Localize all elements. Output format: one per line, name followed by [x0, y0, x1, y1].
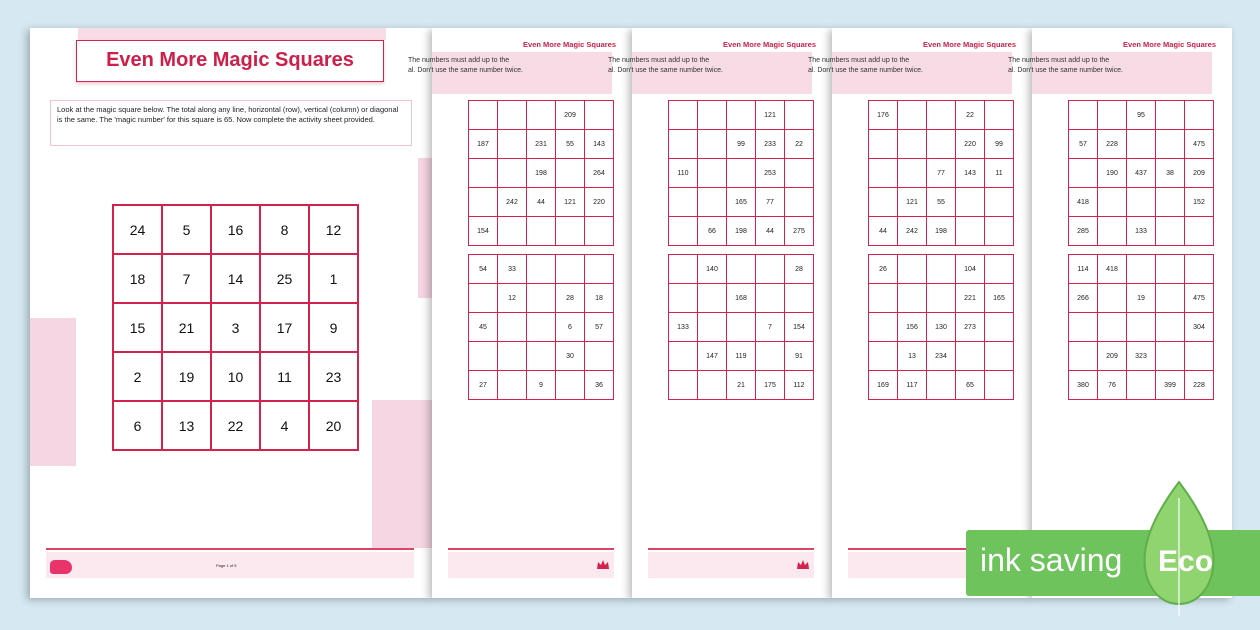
magic-square-cell: 5 — [163, 206, 210, 253]
footer-line — [648, 548, 814, 550]
magic-square-cell: 65 — [956, 371, 984, 399]
magic-square-cell[interactable] — [1156, 188, 1184, 216]
magic-square-cell: 220 — [956, 130, 984, 158]
magic-square-cell: 418 — [1069, 188, 1097, 216]
worksheet-instructions — [1008, 52, 1212, 94]
magic-square-cell: 154 — [469, 217, 497, 245]
instruction-line-1: The numbers must add up to the — [808, 57, 910, 64]
magic-square-cell: 168 — [727, 284, 755, 312]
magic-square-cell: 133 — [1127, 217, 1155, 245]
magic-square-cell: 176 — [869, 101, 897, 129]
magic-square-cell[interactable] — [556, 159, 584, 187]
magic-square-cell[interactable] — [669, 217, 697, 245]
magic-square-cell: 209 — [1098, 342, 1126, 370]
magic-square-cell: 121 — [756, 101, 784, 129]
magic-square-cell[interactable] — [698, 313, 726, 341]
magic-square-cell: 221 — [956, 284, 984, 312]
footer-page-number: Page 1 of 5 — [216, 563, 237, 568]
magic-square-cell[interactable] — [498, 217, 526, 245]
magic-square-cell: 44 — [869, 217, 897, 245]
magic-square-cell: 198 — [527, 159, 555, 187]
magic-square-cell: 3 — [212, 304, 259, 351]
magic-square-cell[interactable] — [698, 284, 726, 312]
magic-square-cell[interactable] — [869, 342, 897, 370]
magic-square-cell[interactable] — [498, 159, 526, 187]
magic-square-cell: 147 — [698, 342, 726, 370]
magic-square-cell: 55 — [927, 188, 955, 216]
instructions-box: Look at the magic square below. The total along any line, horizontal (row), vertical (column) or diagonal is the same. The 'magic number' for this square is 65. Now complete the activity sheet provided. — [50, 100, 412, 146]
magic-square-cell: 1 — [310, 255, 357, 302]
magic-square-cell: 233 — [756, 130, 784, 158]
magic-square-cell: 169 — [869, 371, 897, 399]
magic-square-cell[interactable] — [498, 371, 526, 399]
magic-square-cell[interactable] — [669, 284, 697, 312]
magic-square-cell: 6 — [114, 402, 161, 449]
magic-square-cell: 231 — [527, 130, 555, 158]
magic-square-cell: 25 — [261, 255, 308, 302]
magic-square-cell: 242 — [898, 217, 926, 245]
magic-square-cell: 475 — [1185, 284, 1213, 312]
magic-square-cell[interactable] — [1069, 101, 1097, 129]
magic-square-2 — [1068, 254, 1214, 400]
magic-square-cell[interactable] — [985, 255, 1013, 283]
magic-square-cell[interactable] — [1098, 217, 1126, 245]
magic-square-cell: 17 — [261, 304, 308, 351]
magic-square-cell: 156 — [898, 313, 926, 341]
magic-square-2 — [468, 254, 614, 400]
magic-square-cell: 7 — [756, 313, 784, 341]
magic-square-cell[interactable] — [1098, 101, 1126, 129]
ink-saving-label: ink saving — [980, 542, 1123, 578]
magic-square-cell: 36 — [585, 371, 613, 399]
magic-square-cell: 45 — [469, 313, 497, 341]
magic-square-cell: 44 — [756, 217, 784, 245]
magic-square-cell: 165 — [727, 188, 755, 216]
magic-square-1 — [468, 100, 614, 246]
magic-square-cell[interactable] — [1156, 255, 1184, 283]
magic-square-cell: 21 — [727, 371, 755, 399]
magic-square-cell: 7 — [163, 255, 210, 302]
magic-square-cell[interactable] — [556, 217, 584, 245]
magic-square-cell[interactable] — [898, 130, 926, 158]
magic-square-cell: 10 — [212, 353, 259, 400]
magic-square-cell: 209 — [1185, 159, 1213, 187]
magic-square-cell[interactable] — [756, 284, 784, 312]
magic-square-2 — [868, 254, 1014, 400]
decorative-block-right — [372, 400, 432, 548]
magic-square-cell[interactable] — [985, 313, 1013, 341]
magic-square-cell: 20 — [310, 402, 357, 449]
magic-square-cell: 152 — [1185, 188, 1213, 216]
footer-line — [448, 548, 614, 550]
magic-square-cell[interactable] — [1185, 255, 1213, 283]
magic-square-cell[interactable] — [1127, 313, 1155, 341]
magic-square-cell[interactable] — [1069, 342, 1097, 370]
magic-square-cell: 91 — [785, 342, 813, 370]
instruction-line-2: al. Don't use the same number twice. — [408, 67, 523, 74]
magic-square-cell[interactable] — [585, 101, 613, 129]
magic-square-cell: 33 — [498, 255, 526, 283]
magic-square-cell: 104 — [956, 255, 984, 283]
magic-square-cell[interactable] — [727, 159, 755, 187]
worksheet-instructions — [408, 52, 612, 94]
magic-square-cell[interactable] — [585, 255, 613, 283]
magic-square-cell: 175 — [756, 371, 784, 399]
magic-square-cell: 275 — [785, 217, 813, 245]
magic-square-cell[interactable] — [556, 371, 584, 399]
magic-square-cell[interactable] — [669, 130, 697, 158]
magic-square-cell[interactable] — [956, 217, 984, 245]
magic-square-cell[interactable] — [698, 159, 726, 187]
magic-square-cell: 285 — [1069, 217, 1097, 245]
magic-square-cell[interactable] — [956, 342, 984, 370]
magic-square-cell[interactable] — [869, 159, 897, 187]
magic-square-cell: 77 — [756, 188, 784, 216]
magic-square-cell: 66 — [698, 217, 726, 245]
magic-square-cell: 18 — [114, 255, 161, 302]
magic-square-cell[interactable] — [1098, 188, 1126, 216]
magic-square-cell: 54 — [469, 255, 497, 283]
magic-square-cell[interactable] — [727, 101, 755, 129]
magic-square-cell: 121 — [556, 188, 584, 216]
worksheet-instructions — [808, 52, 1012, 94]
magic-square-1 — [868, 100, 1014, 246]
magic-square-cell: 190 — [1098, 159, 1126, 187]
magic-square-cell: 28 — [556, 284, 584, 312]
magic-square-cell: 22 — [956, 101, 984, 129]
magic-square-cell: 18 — [585, 284, 613, 312]
magic-square-cell[interactable] — [869, 284, 897, 312]
magic-square-cell[interactable] — [927, 101, 955, 129]
magic-square-cell[interactable] — [527, 217, 555, 245]
magic-square-cell: 13 — [163, 402, 210, 449]
magic-square-cell[interactable] — [1156, 313, 1184, 341]
magic-square-2 — [668, 254, 814, 400]
magic-square-cell: 8 — [261, 206, 308, 253]
magic-square-cell[interactable] — [669, 342, 697, 370]
magic-square-cell: 154 — [785, 313, 813, 341]
magic-square-cell: 209 — [556, 101, 584, 129]
magic-square-cell: 110 — [669, 159, 697, 187]
magic-square-cell: 11 — [985, 159, 1013, 187]
magic-square-cell[interactable] — [498, 342, 526, 370]
magic-square-cell[interactable] — [927, 371, 955, 399]
page-title: Even More Magic Squares — [106, 49, 354, 71]
magic-square-cell[interactable] — [985, 188, 1013, 216]
worksheet-instructions — [608, 52, 812, 94]
magic-square-cell: 273 — [956, 313, 984, 341]
magic-square-cell[interactable] — [1127, 188, 1155, 216]
magic-square-cell: 19 — [1127, 284, 1155, 312]
magic-square-cell: 38 — [1156, 159, 1184, 187]
magic-square-cell[interactable] — [727, 255, 755, 283]
magic-square-cell: 30 — [556, 342, 584, 370]
eco-label: Eco — [1158, 545, 1214, 578]
title-box — [76, 40, 384, 82]
instruction-line-2: al. Don't use the same number twice. — [1008, 67, 1123, 74]
magic-square-1 — [1068, 100, 1214, 246]
magic-square-cell[interactable] — [469, 188, 497, 216]
magic-square-cell[interactable] — [756, 255, 784, 283]
magic-square-cell[interactable] — [1156, 342, 1184, 370]
magic-square-cell: 22 — [212, 402, 259, 449]
magic-square-cell[interactable] — [1069, 313, 1097, 341]
magic-square-cell: 264 — [585, 159, 613, 187]
magic-square-cell: 220 — [585, 188, 613, 216]
magic-square-cell[interactable] — [985, 371, 1013, 399]
magic-square-cell[interactable] — [698, 371, 726, 399]
magic-square-cell: 140 — [698, 255, 726, 283]
magic-square-1 — [668, 100, 814, 246]
magic-square-cell[interactable] — [527, 313, 555, 341]
magic-square-cell: 99 — [985, 130, 1013, 158]
magic-square-cell: 27 — [469, 371, 497, 399]
magic-square-cell: 117 — [898, 371, 926, 399]
magic-square-cell[interactable] — [1127, 130, 1155, 158]
magic-square-cell[interactable] — [1069, 159, 1097, 187]
magic-square-cell: 57 — [1069, 130, 1097, 158]
magic-square-cell: 12 — [310, 206, 357, 253]
magic-square-cell[interactable] — [469, 284, 497, 312]
magic-square-cell[interactable] — [898, 159, 926, 187]
magic-square-cell[interactable] — [498, 313, 526, 341]
magic-square-cell: 6 — [556, 313, 584, 341]
magic-square-cell: 266 — [1069, 284, 1097, 312]
magic-square-cell[interactable] — [869, 130, 897, 158]
crown-icon — [596, 558, 610, 572]
magic-square-cell[interactable] — [869, 188, 897, 216]
magic-square-cell[interactable] — [1098, 284, 1126, 312]
magic-square-cell[interactable] — [527, 255, 555, 283]
magic-square-cell: 57 — [585, 313, 613, 341]
magic-square-cell[interactable] — [898, 255, 926, 283]
magic-square-cell[interactable] — [898, 284, 926, 312]
magic-square-cell: 95 — [1127, 101, 1155, 129]
magic-square-cell: 121 — [898, 188, 926, 216]
instruction-line-1: The numbers must add up to the — [608, 57, 710, 64]
magic-square-cell: 16 — [212, 206, 259, 253]
magic-square-cell[interactable] — [869, 313, 897, 341]
magic-square-cell[interactable] — [1098, 313, 1126, 341]
magic-square-cell: 119 — [727, 342, 755, 370]
magic-square-cell: 399 — [1156, 371, 1184, 399]
magic-square-cell[interactable] — [927, 255, 955, 283]
magic-square-cell[interactable] — [927, 284, 955, 312]
magic-square-cell[interactable] — [1185, 217, 1213, 245]
magic-square-cell: 418 — [1098, 255, 1126, 283]
magic-square-cell: 475 — [1185, 130, 1213, 158]
instruction-line-1: The numbers must add up to the — [1008, 57, 1110, 64]
magic-square-cell: 304 — [1185, 313, 1213, 341]
worksheet-title: Even More Magic Squares — [923, 40, 1016, 49]
decorative-block-left — [30, 318, 76, 466]
magic-square-cell[interactable] — [1185, 101, 1213, 129]
magic-square-cell[interactable] — [556, 255, 584, 283]
magic-square-cell: 9 — [310, 304, 357, 351]
magic-square-cell[interactable] — [498, 101, 526, 129]
magic-square-cell[interactable] — [1156, 284, 1184, 312]
magic-square-cell: 2 — [114, 353, 161, 400]
magic-square-cell: 143 — [956, 159, 984, 187]
magic-square-cell[interactable] — [785, 284, 813, 312]
worksheet-page-3 — [608, 28, 832, 598]
magic-square-cell: 22 — [785, 130, 813, 158]
instruction-line-2: al. Don't use the same number twice. — [808, 67, 923, 74]
magic-square-cell: 114 — [1069, 255, 1097, 283]
magic-square-cell: 44 — [527, 188, 555, 216]
magic-square-cell: 28 — [785, 255, 813, 283]
magic-square-cell[interactable] — [698, 188, 726, 216]
magic-square-cell: 198 — [927, 217, 955, 245]
magic-square-cell: 323 — [1127, 342, 1155, 370]
magic-square-cell: 24 — [114, 206, 161, 253]
magic-square-cell[interactable] — [1156, 130, 1184, 158]
magic-square-cell: 198 — [727, 217, 755, 245]
magic-square-cell: 77 — [927, 159, 955, 187]
magic-square-cell[interactable] — [585, 217, 613, 245]
magic-square-cell: 76 — [1098, 371, 1126, 399]
magic-square-cell: 14 — [212, 255, 259, 302]
footer-band — [448, 552, 614, 578]
magic-square-cell[interactable] — [785, 101, 813, 129]
magic-square-cell[interactable] — [785, 159, 813, 187]
instruction-line-1: The numbers must add up to the — [408, 57, 510, 64]
worksheet-title: Even More Magic Squares — [523, 40, 616, 49]
footer-band — [648, 552, 814, 578]
magic-square-cell: 11 — [261, 353, 308, 400]
magic-square-cell[interactable] — [1156, 101, 1184, 129]
magic-square-cell: 437 — [1127, 159, 1155, 187]
magic-square-cell[interactable] — [469, 342, 497, 370]
magic-square-cell[interactable] — [956, 188, 984, 216]
magic-square-cell[interactable] — [927, 130, 955, 158]
magic-square-cell[interactable] — [527, 101, 555, 129]
magic-square-cell[interactable] — [669, 101, 697, 129]
worksheet-page-1 — [30, 28, 432, 598]
magic-square-cell[interactable] — [985, 217, 1013, 245]
magic-square-cell: 234 — [927, 342, 955, 370]
magic-square-cell: 15 — [114, 304, 161, 351]
magic-square-cell: 253 — [756, 159, 784, 187]
magic-square-cell: 9 — [527, 371, 555, 399]
magic-square-cell: 130 — [927, 313, 955, 341]
magic-square-cell: 228 — [1098, 130, 1126, 158]
magic-square-cell: 112 — [785, 371, 813, 399]
magic-square-cell[interactable] — [469, 101, 497, 129]
magic-square-cell: 19 — [163, 353, 210, 400]
magic-square-cell: 143 — [585, 130, 613, 158]
magic-square-cell[interactable] — [498, 130, 526, 158]
magic-square-cell[interactable] — [698, 130, 726, 158]
magic-square-cell: 165 — [985, 284, 1013, 312]
footer-line — [46, 548, 414, 550]
magic-square-cell: 12 — [498, 284, 526, 312]
magic-square-cell[interactable] — [727, 313, 755, 341]
magic-square-cell: 26 — [869, 255, 897, 283]
magic-square-cell: 4 — [261, 402, 308, 449]
magic-square-cell[interactable] — [469, 159, 497, 187]
worksheet-page-2 — [408, 28, 632, 598]
magic-square-cell[interactable] — [1185, 342, 1213, 370]
magic-square-cell[interactable] — [1156, 217, 1184, 245]
magic-square-cell: 23 — [310, 353, 357, 400]
crown-icon — [796, 558, 810, 572]
magic-square-cell[interactable] — [669, 371, 697, 399]
worksheet-title: Even More Magic Squares — [1123, 40, 1216, 49]
magic-square-cell[interactable] — [1127, 255, 1155, 283]
magic-square-cell: 133 — [669, 313, 697, 341]
magic-square-cell[interactable] — [527, 342, 555, 370]
magic-square-cell: 187 — [469, 130, 497, 158]
twinkl-logo — [50, 560, 72, 574]
magic-square-cell: 13 — [898, 342, 926, 370]
magic-square-cell: 21 — [163, 304, 210, 351]
magic-square-cell: 55 — [556, 130, 584, 158]
magic-square-cell: 380 — [1069, 371, 1097, 399]
magic-square-cell[interactable] — [898, 101, 926, 129]
worksheet-page-4 — [808, 28, 1032, 598]
magic-square-cell[interactable] — [527, 284, 555, 312]
worksheet-title: Even More Magic Squares — [723, 40, 816, 49]
magic-square-cell: 99 — [727, 130, 755, 158]
magic-square-cell[interactable] — [785, 188, 813, 216]
magic-square-cell[interactable] — [985, 101, 1013, 129]
instruction-line-2: al. Don't use the same number twice. — [608, 67, 723, 74]
title-band — [78, 28, 386, 40]
magic-square-cell[interactable] — [669, 188, 697, 216]
magic-square-cell: 228 — [1185, 371, 1213, 399]
magic-square-cell[interactable] — [585, 342, 613, 370]
magic-square-cell[interactable] — [698, 101, 726, 129]
magic-square-cell[interactable] — [756, 342, 784, 370]
magic-square-cell[interactable] — [1127, 371, 1155, 399]
example-magic-square — [112, 204, 359, 451]
magic-square-cell: 242 — [498, 188, 526, 216]
magic-square-cell[interactable] — [985, 342, 1013, 370]
magic-square-cell[interactable] — [669, 255, 697, 283]
